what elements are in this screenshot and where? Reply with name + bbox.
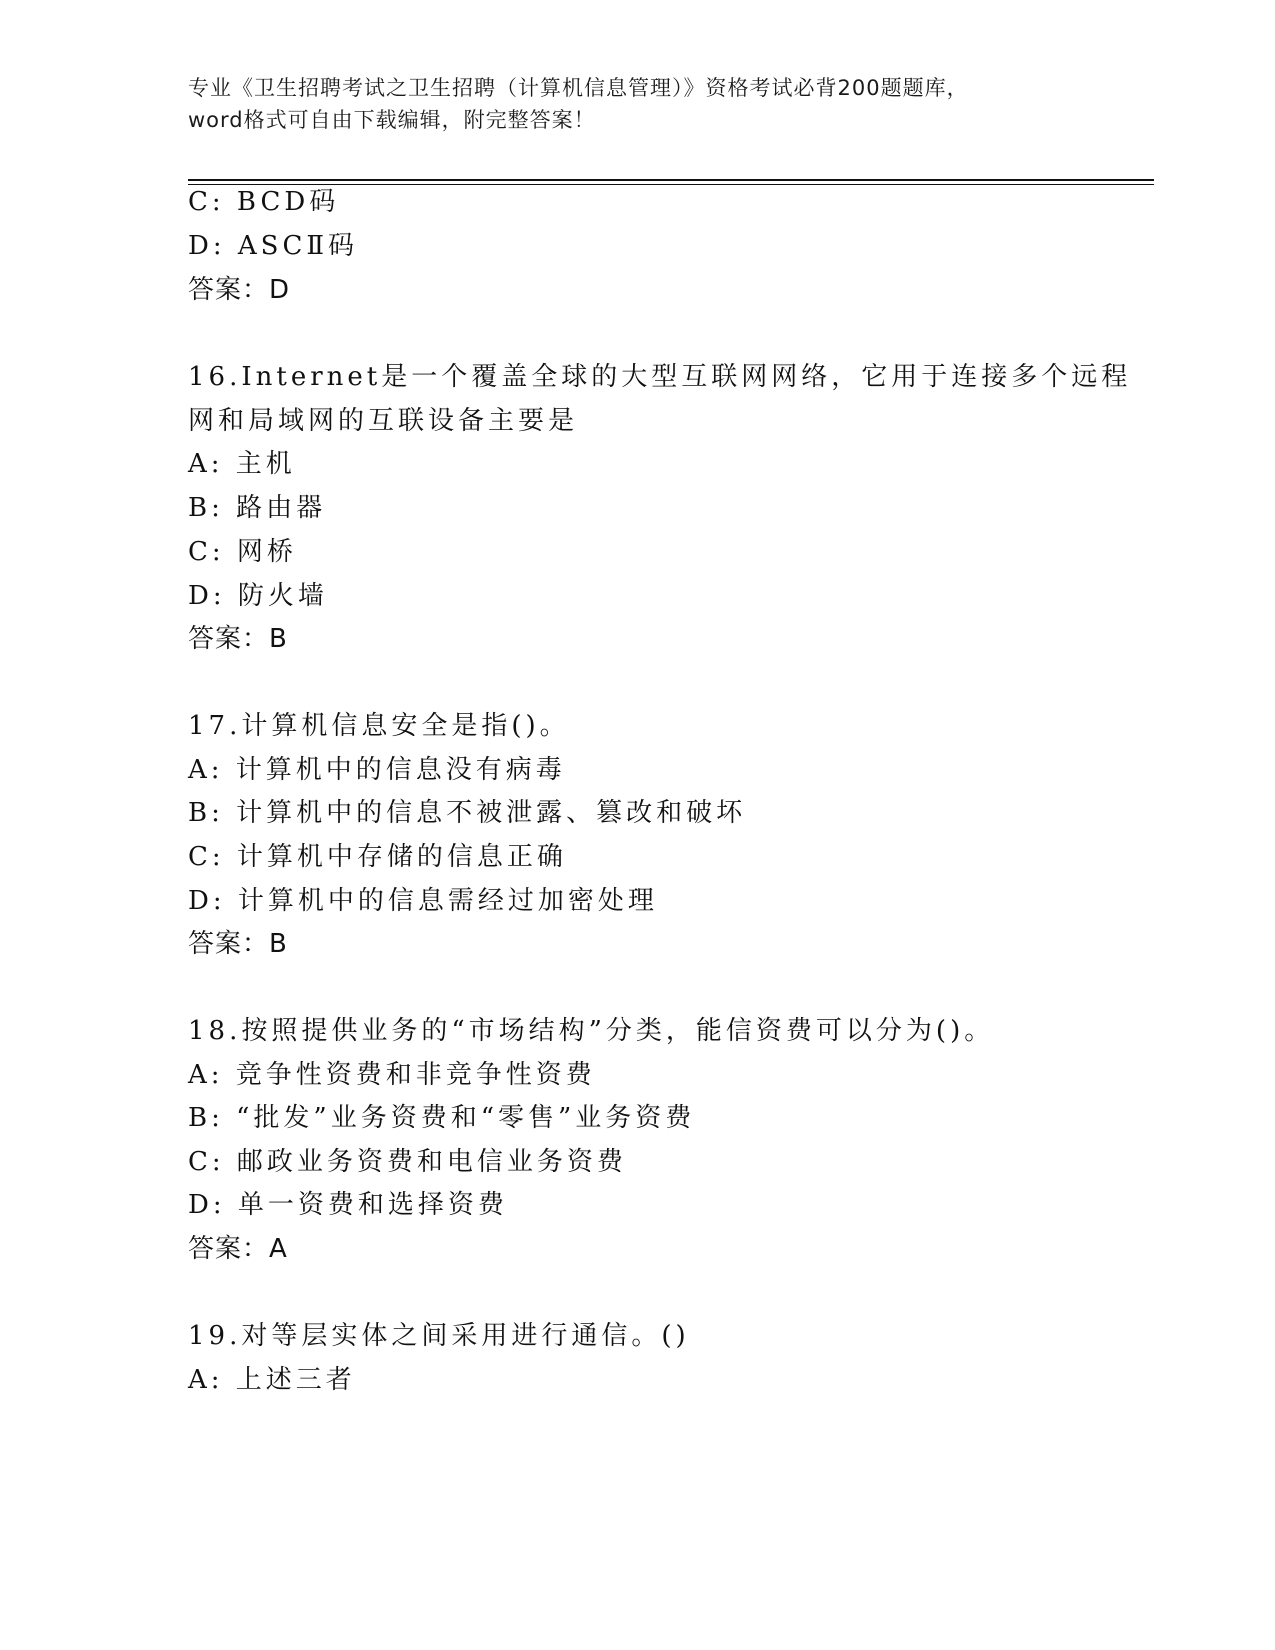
option-d: D: ASCⅡ码 — [188, 231, 359, 261]
question-18-answer: 答案：A — [188, 1234, 288, 1264]
question-17-option-b: B: 计算机中的信息不被泄露、篡改和破坏 — [188, 798, 747, 828]
header-title-line-2: word格式可自由下载编辑，附完整答案！ — [188, 108, 596, 132]
question-16-stem-line-2: 网和局域网的互联设备主要是 — [188, 406, 579, 436]
answer: 答案：D — [188, 275, 291, 305]
question-16-answer: 答案：B — [188, 624, 288, 654]
question-16-stem-line-1: 16.Internet是一个覆盖全球的大型互联网网络，它用于连接多个远程 — [188, 362, 1132, 392]
question-17-option-c: C: 计算机中存储的信息正确 — [188, 842, 567, 872]
question-17-stem: 17.计算机信息安全是指()。 — [188, 711, 570, 741]
document-header — [188, 72, 1088, 136]
header-title-line-1: 专业《卫生招聘考试之卫生招聘（计算机信息管理）》资格考试必背200题题库， — [188, 76, 969, 100]
question-18-option-b: B: “批发”业务资费和“零售”业务资费 — [188, 1103, 696, 1133]
question-19-option-a: A: 上述三者 — [188, 1365, 356, 1395]
option-c: C: BCD码 — [188, 187, 340, 217]
header-divider-thick — [188, 179, 1154, 181]
question-18-option-d: D: 单一资费和选择资费 — [188, 1190, 508, 1220]
question-17-option-d: D: 计算机中的信息需经过加密处理 — [188, 886, 658, 916]
question-18-option-a: A: 竞争性资费和非竞争性资费 — [188, 1060, 596, 1090]
header-divider-thin — [188, 184, 1154, 185]
question-16-option-b: B: 路由器 — [188, 493, 327, 523]
question-18-stem: 18.按照提供业务的“市场结构”分类，能信资费可以分为()。 — [188, 1016, 995, 1046]
question-19-stem: 19.对等层实体之间采用进行通信。() — [188, 1321, 690, 1351]
question-17-answer: 答案：B — [188, 929, 288, 959]
question-18-option-c: C: 邮政业务资费和电信业务资费 — [188, 1147, 627, 1177]
question-16-option-d: D: 防火墙 — [188, 581, 328, 611]
question-16-option-a: A: 主机 — [188, 449, 296, 479]
question-16-option-c: C: 网桥 — [188, 537, 297, 567]
question-17-option-a: A: 计算机中的信息没有病毒 — [188, 755, 566, 785]
